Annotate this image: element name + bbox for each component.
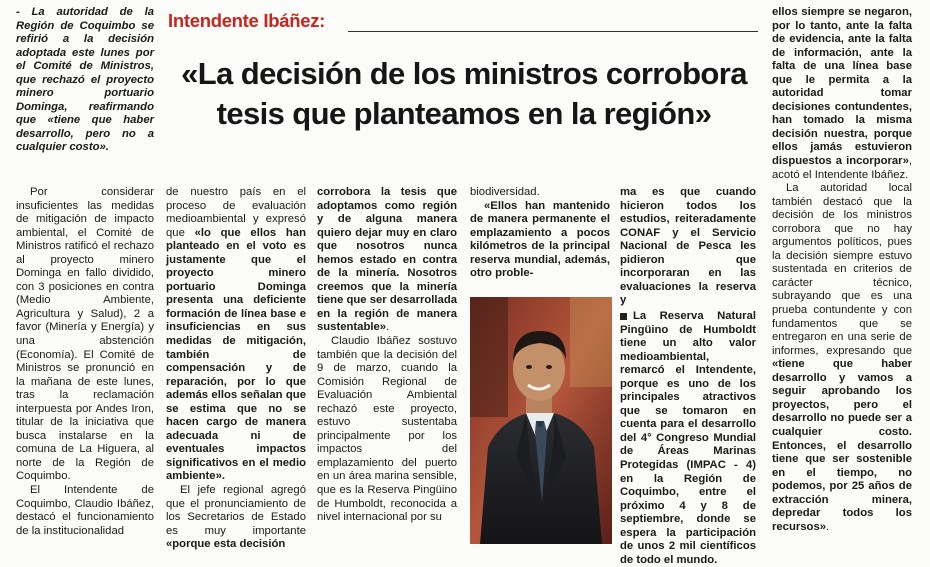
body-column-4 bbox=[470, 186, 610, 281]
quote-text: ma es que cuando hicieron todos los estudios, reiteradamente CONAF y el Servicio Nacional de Pesca les pidieron que incorporaran en las evaluaciones la reserva y bbox=[620, 186, 756, 307]
kicker: Intendente Ibáñez: bbox=[168, 10, 325, 31]
body-text: , acotó el Intendente Ibáñez. bbox=[772, 155, 912, 181]
body-paragraph: El Intendente de Coquimbo, Claudio Ibáñez, destacó el funcionamiento de la institucionalidad bbox=[16, 484, 154, 537]
lead-text: La autoridad de la Región de Coquimbo se refirió a la decisión adoptada este lunes por el Comité de Ministros, que rechazó el proyecto minero portuario Dominga, reafirmando que «tiene que haber desarrollo, pero no a cualquier costo». bbox=[16, 6, 155, 154]
body-text: de nuestro país en el proceso de evaluación medioambiental y expresó que bbox=[166, 186, 306, 239]
body-column-5 bbox=[620, 186, 756, 308]
caption-bullet-icon bbox=[620, 313, 627, 320]
portrait-photo bbox=[470, 297, 612, 544]
lead-paragraph bbox=[16, 6, 154, 155]
body-text: El jefe regional agregó que el pronunciamiento de los Secretarios de Estado es muy importante bbox=[166, 484, 306, 537]
quote-text: «tiene que haber desarrollo y vamos a seguir aprobando los proyectos, pero el desarrollo no puede ser a cualquier costo. Entonces, el desarrollo tiene que ser sostenible en el tiempo, no podemos, por 25 años de extracción minera, depredar todos los recursos» bbox=[772, 358, 912, 533]
body-column-3 bbox=[317, 186, 457, 525]
caption-text: La Reserva Natural Pingüino de Humboldt tiene un alto valor medioambiental, remarcó el Intendente, porque es uno de los principales atractivos que se tomaron en cuenta para el desarrollo del 4° Congreso Mundial de Áreas Marinas Protegidas (IMPAC - 4) en la Región de Coquimbo, entre el próximo 4 y 8 de septiembre, donde se espera la participación de unos 2 mil científicos de todo el mundo. bbox=[620, 310, 756, 566]
quote-text: «lo que ellos han planteado en el voto es justamente que el proyecto minero portuario Dominga presenta una deficiente formación de línea base e insuficiencias en sus medidas de mitigación, también de compensación y de reparación, por lo que además ellos señalan que se estima que no se hacen cargo de manera adecuada ni de eventuales impactos significativos en el medio ambiente». bbox=[166, 226, 306, 483]
body-paragraph: Claudio Ibáñez sostuvo también que la decisión del 9 de marzo, cuando la Comisión Regional de Evaluación Ambiental rechazó este proyecto, estuvo sustentaba principalmente por los impactos del emplazamiento del puerto en un área marina sensible, que es la Reserva Pingüino de Humboldt, reconocida a nivel internacional por su bbox=[317, 335, 457, 524]
body-paragraph: biodiversidad. bbox=[470, 186, 540, 198]
kicker-rule bbox=[348, 31, 758, 32]
body-text: . bbox=[386, 321, 390, 334]
quote-text: «Ellos han mantenido de manera permanente el emplazamiento a pocos kilómetros de la principal reserva mundial, además, otro proble- bbox=[470, 199, 610, 280]
body-column-6 bbox=[772, 6, 912, 534]
quote-text: ellos siempre se negaron, por lo tanto, ante la falta de evidencia, ante la falta de información, ante la falta de una línea base que le permita a la autoridad tomar decisiones contundentes, han tomado la misma decisión nuestra, porque ellos jamás estuvieron dispuestos a incorporar» bbox=[772, 6, 912, 168]
quote-text: «porque esta decisión bbox=[166, 538, 286, 551]
photo-caption bbox=[620, 310, 756, 567]
body-column-1 bbox=[16, 186, 154, 538]
body-text: . bbox=[826, 520, 830, 533]
headline: «La decisión de los ministros corrobora tesis que planteamos en la región» bbox=[181, 56, 747, 131]
body-paragraph: Por considerar insuficientes las medidas de mitigación de impacto ambiental, el Comité de Ministros ratificó el rechazo al proyecto minero Dominga en fallo dividido, con 3 posiciones en contra (Medio Ambiente, Agricultura y Salud), 2 a favor (Minería y Energía) y una abstención (Economía). El Comité de Ministros se pronunció en la mañana de este lunes, tras la reclamación interpuesta por Andes Iron, titular de la iniciativa que busca instalarse en la comuna de La Higuera, al norte de la Región de Coquimbo. bbox=[16, 186, 154, 483]
quote-text: corrobora la tesis que adoptamos como región y de alguna manera quiero dejar muy en claro que nosotros nunca hemos estado en contra de la minería. Nosotros creemos que la minería tiene que ser desarrollada en la región de manera sustentable» bbox=[317, 186, 458, 334]
portrait-of-intendente-icon bbox=[470, 297, 612, 544]
lead-dash: - bbox=[16, 6, 32, 18]
body-column-2 bbox=[166, 186, 306, 552]
body-text: La autoridad local también destacó que la decisión de los ministros corrobora que no hay argumentos políticos, pues la decisión siempre estuvo sustentada en criterios de carácter técnico, subrayando que es una prueba contundente y con fundamentos que se entregaron en una serie de informes, expresando que bbox=[772, 182, 912, 357]
